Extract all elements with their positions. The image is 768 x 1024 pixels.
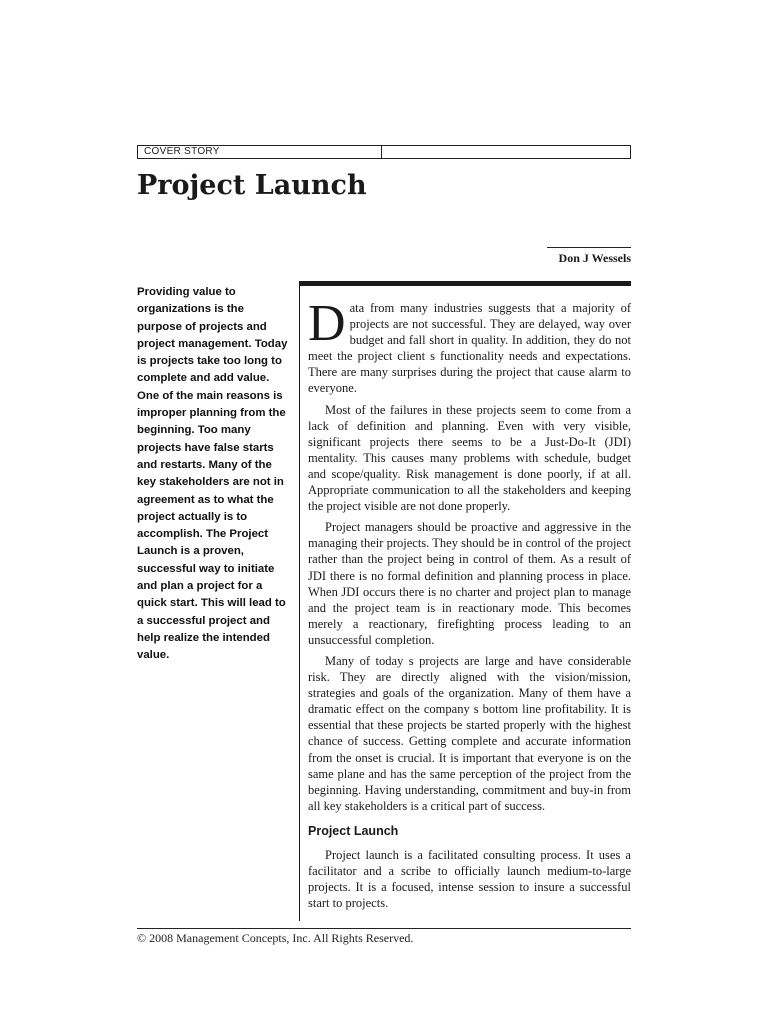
author-rule [547,247,631,248]
body-paragraph: Many of today s projects are large and have considerable risk. They are directly aligned with the vision/mission, strategies and goals of the organization. Many of them have a dramatic effect on the company s bottom line profitability. It is essential that these projects be started properly with the highest chance of success. Getting complete and accurate information from the onset is crucial. It is important that everyone is on the same plane and has the same perception of the project from the beginning. Having understanding, commitment and buy-in from all key stakeholders is a critical part of success. [308,653,631,813]
column-left-rule [299,281,300,921]
footer-rule [137,928,631,929]
article-body [308,295,631,916]
body-paragraph: Data from many industries suggests that a majority of projects are not successful. They are delayed, way over budget and fall short in quality. In addition, they do not meet the project client s functionality needs and expectations. There are many surprises during the project that cause alarm to everyone. [308,295,631,396]
section-label: COVER STORY [138,146,382,158]
drop-cap: D [308,295,346,352]
body-paragraph: Most of the failures in these projects seem to come from a lack of definition and planning. Even with very visible, significant projects there seems to be a Just-Do-It (JDI) mentality. This causes many problems with schedule, budget and scope/quality. Risk management is done poorly, if at all. Appropriate communication to all the stakeholders and keeping the project visible are not done properly. [308,402,631,514]
column-top-rule [299,281,631,286]
copyright-notice: © 2008 Management Concepts, Inc. All Rights Reserved. [137,931,414,945]
section-subheading: Project Launch [308,823,399,838]
abstract-text: Providing value to organizations is the purpose of projects and project management. Today is projects take too long to complete and add value. One of the main reasons is improper planning from the beginning. Too many projects have false starts and restarts. Many of the key stakeholders are not in agreement as to what the project actually is to accomplish. The Project Launch is a proven, successful way to initiate and plan a project for a quick start. This will lead to a successful project and help realize the intended value. [137,286,288,662]
article-title: Project Launch [137,170,367,201]
author-name: Don J Wessels [558,251,631,265]
section-bar [137,145,631,159]
body-paragraph: Project managers should be proactive and aggressive in the managing their projects. They should be in control of the project rather than the project being in control of them. As a result of JDI there is no formal definition and planning process in place. When JDI occurs there is no charter and project plan to manage and the project team is in reactionary mode. This becomes merely a reactionary, firefighting process leading to an unsuccessful completion. [308,520,631,647]
body-paragraph: Project launch is a facilitated consulting process. It uses a facilitator and a scribe to officially launch medium-to-large projects. It is a focused, intense session to insure a successful start to projects. [308,848,631,911]
